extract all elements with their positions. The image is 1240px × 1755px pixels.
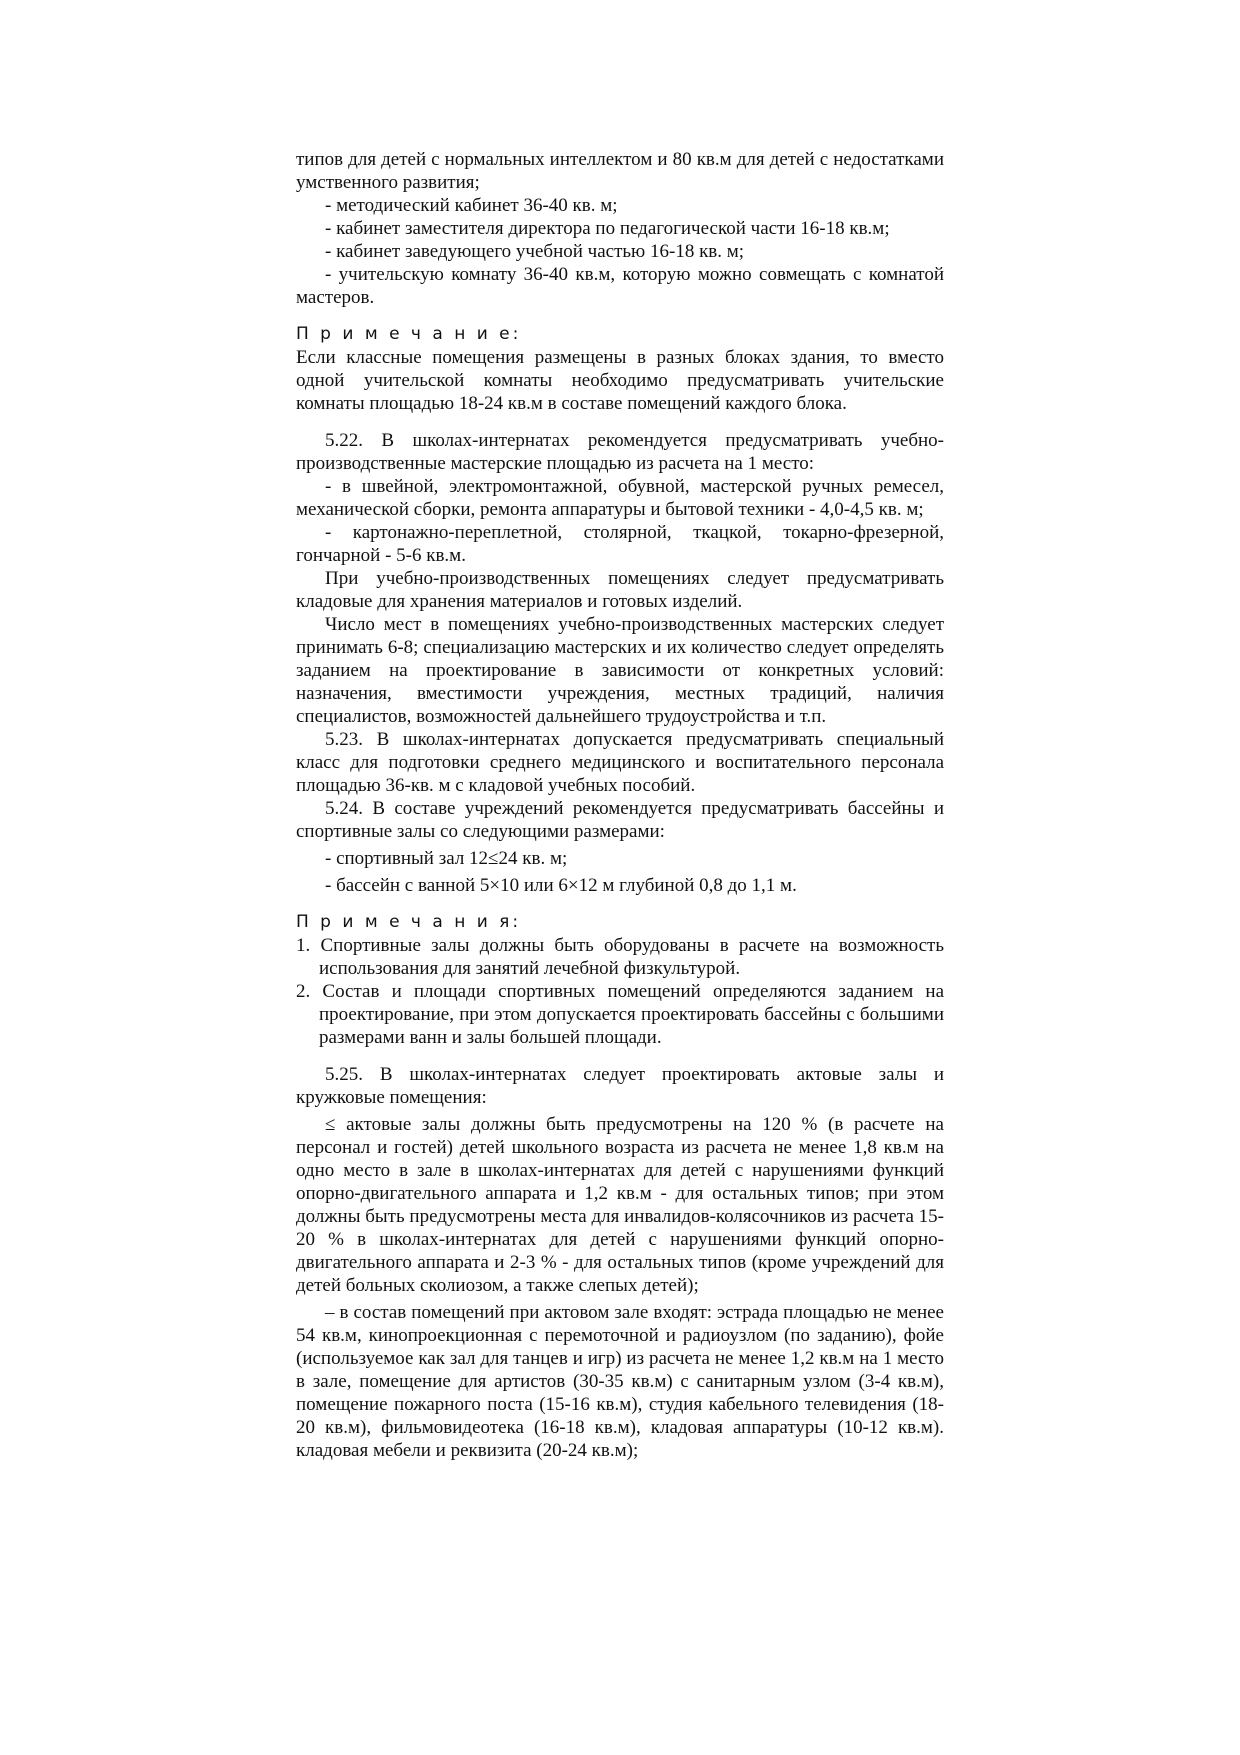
section-5-25-assembly-halls: ≤ актовые залы должны быть предусмотрены на 120 % (в расчете на персонал и гостей) детей школьного возраста из расчета не менее 1,8 кв.м на одно место в зале в школах-интернатах для детей с нарушениями функций опорно-двигательного аппарата и 1,2 кв.м - для остальных типов; при этом должны быть предусмотрены места для инвалидов-колясочников из расчета 15-20 % в школах-интернатах для детей с нарушениями функций опорно-двигательного аппарата и 2-3 % - для остальных типов (кроме учреждений для детей больных сколиозом, а также слепых детей); [296, 1114, 944, 1296]
item-deputy-director-office: - кабинет заместителя директора по педагогической части 16-18 кв.м; [325, 218, 890, 239]
section-5-24: 5.24. В составе учреждений рекомендуется предусматривать бассейны и спортивные залы со следующими размерами: [296, 798, 944, 842]
note-item-1: 1. Спортивные залы должны быть оборудованы в расчете на возможность использования для занятий лечебной физкультурой. [296, 935, 944, 979]
section-5-22-storage: При учебно-производственных помещениях следует предусматривать кладовые для хранения материалов и готовых изделий. [296, 568, 944, 612]
section-5-25-text: 5.25. В школах-интернатах следует проектировать актовые залы и кружковые помещения: [296, 1064, 944, 1108]
note-item-2: 2. Состав и площади спортивных помещений определяются заданием на проектирование, при этом допускается проектировать бассейны с большими размерами ванн и залы большей площади. [296, 981, 944, 1048]
section-5-24-pool: - бассейн с ванной 5×10 или 6×12 м глубиной 0,8 до 1,1 м. [325, 875, 797, 896]
section-5-23: 5.23. В школах-интернатах допускается предусматривать специальный класс для подготовки среднего медицинского и воспитательного персонала площадью 36-кв. м с кладовой учебных пособий. [296, 729, 944, 796]
paragraph-types: типов для детей с нормальных интеллектом и 80 кв.м для детей с недостатками умственного развития; [296, 149, 944, 193]
section-5-24-gym: - спортивный зал 12≤24 кв. м; [325, 848, 568, 869]
item-teachers-room: - учительскую комнату 36-40 кв.м, которую можно совмещать с комнатой мастеров. [296, 264, 944, 308]
item-methodical-office: - методический кабинет 36-40 кв. м; [325, 195, 618, 216]
note-text: Если классные помещения размещены в разных блоках здания, то вместо одной учительской комнаты необходимо предусматривать учительские комнаты площадью 18-24 кв.м в составе помещений каждого блока. [296, 347, 944, 414]
document-page [296, 148, 944, 1462]
section-5-22: 5.22. В школах-интернатах рекомендуется предусматривать учебно-производственные мастерские площадью из расчета на 1 место: [296, 430, 944, 474]
notes-title: П р и м е ч а н и я: [296, 912, 522, 932]
section-5-22-item-b: - картонажно-переплетной, столярной, ткацкой, токарно-фрезерной, гончарной - 5-6 кв.м. [296, 522, 944, 566]
section-5-25 [296, 1063, 944, 1109]
section-5-22-places: Число мест в помещениях учебно-производственных мастерских следует принимать 6-8; специализацию мастерских и их количество следует определять заданием на проектирование в зависимости от конкретных условий: назначения, вместимости учреждения, местных традиций, наличия специалистов, возможностей дальнейшего трудоустройства и т.п. [296, 614, 944, 727]
section-5-25-hall-rooms: – в состав помещений при актовом зале входят: эстрада площадью не менее 54 кв.м, кинопроекционная с перемоточной и радиоузлом (по заданию), фойе (используемое как зал для танцев и игр) из расчета не менее 1,2 кв.м на 1 место в зале, помещение для артистов (30-35 кв.м) с санитарным узлом (3-4 кв.м), помещение пожарного поста (15-16 кв.м), студия кабельного телевидения (18-20 кв.м), фильмовидеотека (16-18 кв.м), кладовая аппаратуры (10-12 кв.м). кладовая мебели и реквизита (20-24 кв.м); [296, 1302, 944, 1461]
note-title: П р и м е ч а н и е: [296, 324, 522, 344]
item-head-of-studies-office: - кабинет заведующего учебной частью 16-18 кв. м; [325, 241, 745, 262]
section-5-22-item-a: - в швейной, электромонтажной, обувной, мастерской ручных ремесел, механической сборки, ремонта аппаратуры и бытовой техники - 4,0-4,5 кв. м; [296, 476, 944, 520]
